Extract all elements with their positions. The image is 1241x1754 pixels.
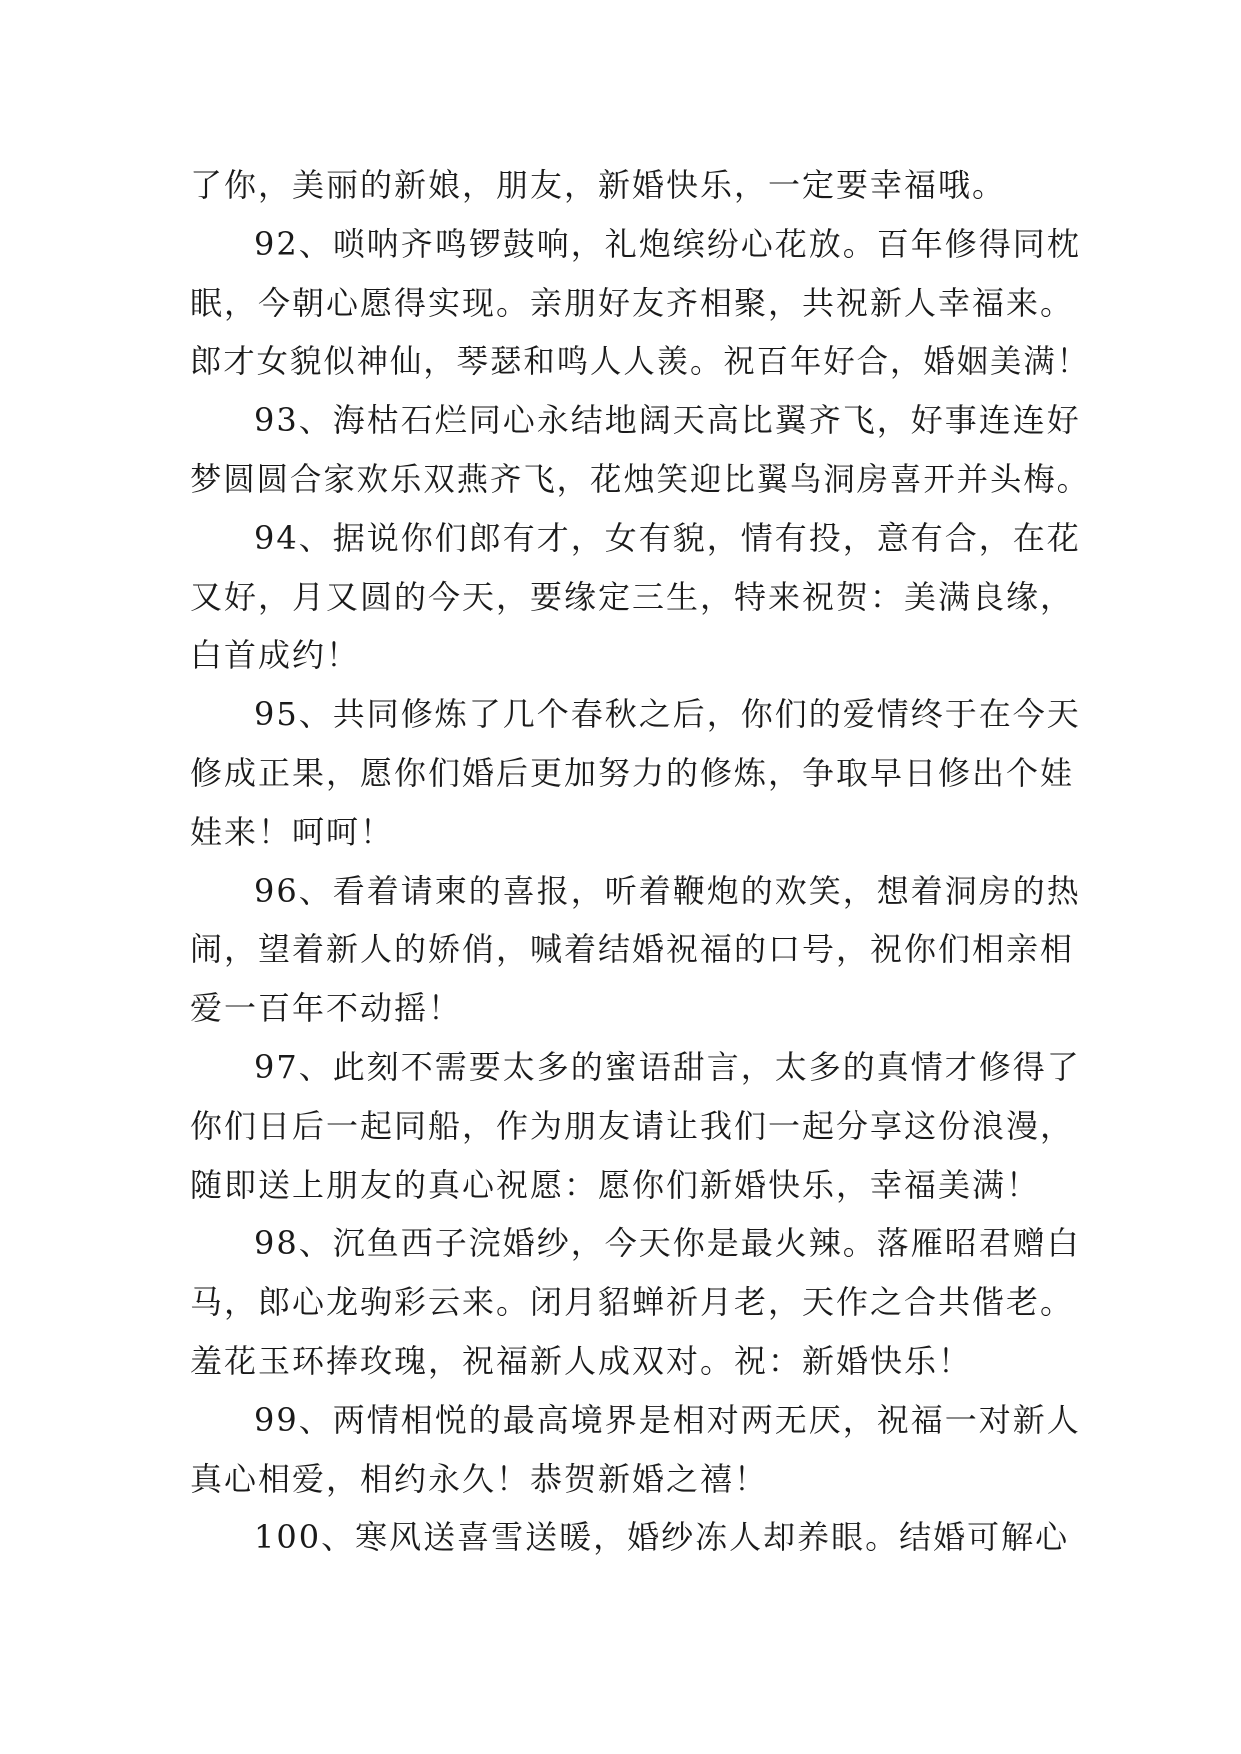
text-line: 94、据说你们郎有才，女有貌，情有投，意有合，在花 [254, 518, 1081, 557]
text-line: 92、唢呐齐鸣锣鼓响，礼炮缤纷心花放。百年修得同枕 [254, 224, 1081, 263]
text-line: 郎才女貌似神仙，琴瑟和鸣人人羡。祝百年好合，婚姻美满！ [190, 342, 1091, 381]
text-line: 真心相爱，相约永久！恭贺新婚之禧！ [190, 1459, 769, 1498]
text-line: 98、沉鱼西子浣婚纱，今天你是最火辣。落雁昭君赠白 [254, 1224, 1081, 1263]
document-body [190, 156, 1090, 1567]
text-line: 白首成约！ [190, 636, 361, 675]
text-line: 眠，今朝心愿得实现。亲朋好友齐相聚，共祝新人幸福来。 [190, 283, 1075, 322]
text-line: 随即送上朋友的真心祝愿：愿你们新婚快乐，幸福美满！ [190, 1165, 1041, 1204]
text-line: 羞花玉环捧玫瑰，祝福新人成双对。祝：新婚快乐！ [190, 1341, 973, 1380]
text-line: 96、看着请柬的喜报，听着鞭炮的欢笑，想着洞房的热 [254, 871, 1081, 910]
text-line: 你们日后一起同船，作为朋友请让我们一起分享这份浪漫， [190, 1106, 1075, 1145]
text-line: 梦圆圆合家欢乐双燕齐飞，花烛笑迎比翼鸟洞房喜开并头梅。 [190, 459, 1091, 498]
text-line: 闹，望着新人的娇俏，喊着结婚祝福的口号，祝你们相亲相 [190, 930, 1075, 969]
text-line: 修成正果，愿你们婚后更加努力的修炼，争取早日修出个娃 [190, 753, 1075, 792]
text-line: 了你，美丽的新娘，朋友，新婚快乐，一定要幸福哦。 [190, 166, 1007, 204]
text-line: 娃来！呵呵！ [190, 812, 395, 851]
text-line: 93、海枯石烂同心永结地阔天高比翼齐飞，好事连连好 [254, 401, 1081, 440]
text-line: 爱一百年不动摇！ [190, 989, 463, 1028]
text-line: 95、共同修炼了几个春秋之后，你们的爱情终于在今天 [254, 695, 1081, 734]
text-line: 又好，月又圆的今天，要缘定三生，特来祝贺：美满良缘， [190, 577, 1075, 616]
text-line: 马，郎心龙驹彩云来。闭月貂蝉祈月老，天作之合共偕老。 [190, 1283, 1075, 1322]
text-line: 100、寒风送喜雪送暖，婚纱冻人却养眼。结婚可解心 [254, 1518, 1070, 1557]
text-line: 99、两情相悦的最高境界是相对两无厌，祝福一对新人 [254, 1400, 1081, 1439]
text-line: 97、此刻不需要太多的蜜语甜言，太多的真情才修得了 [254, 1047, 1081, 1086]
